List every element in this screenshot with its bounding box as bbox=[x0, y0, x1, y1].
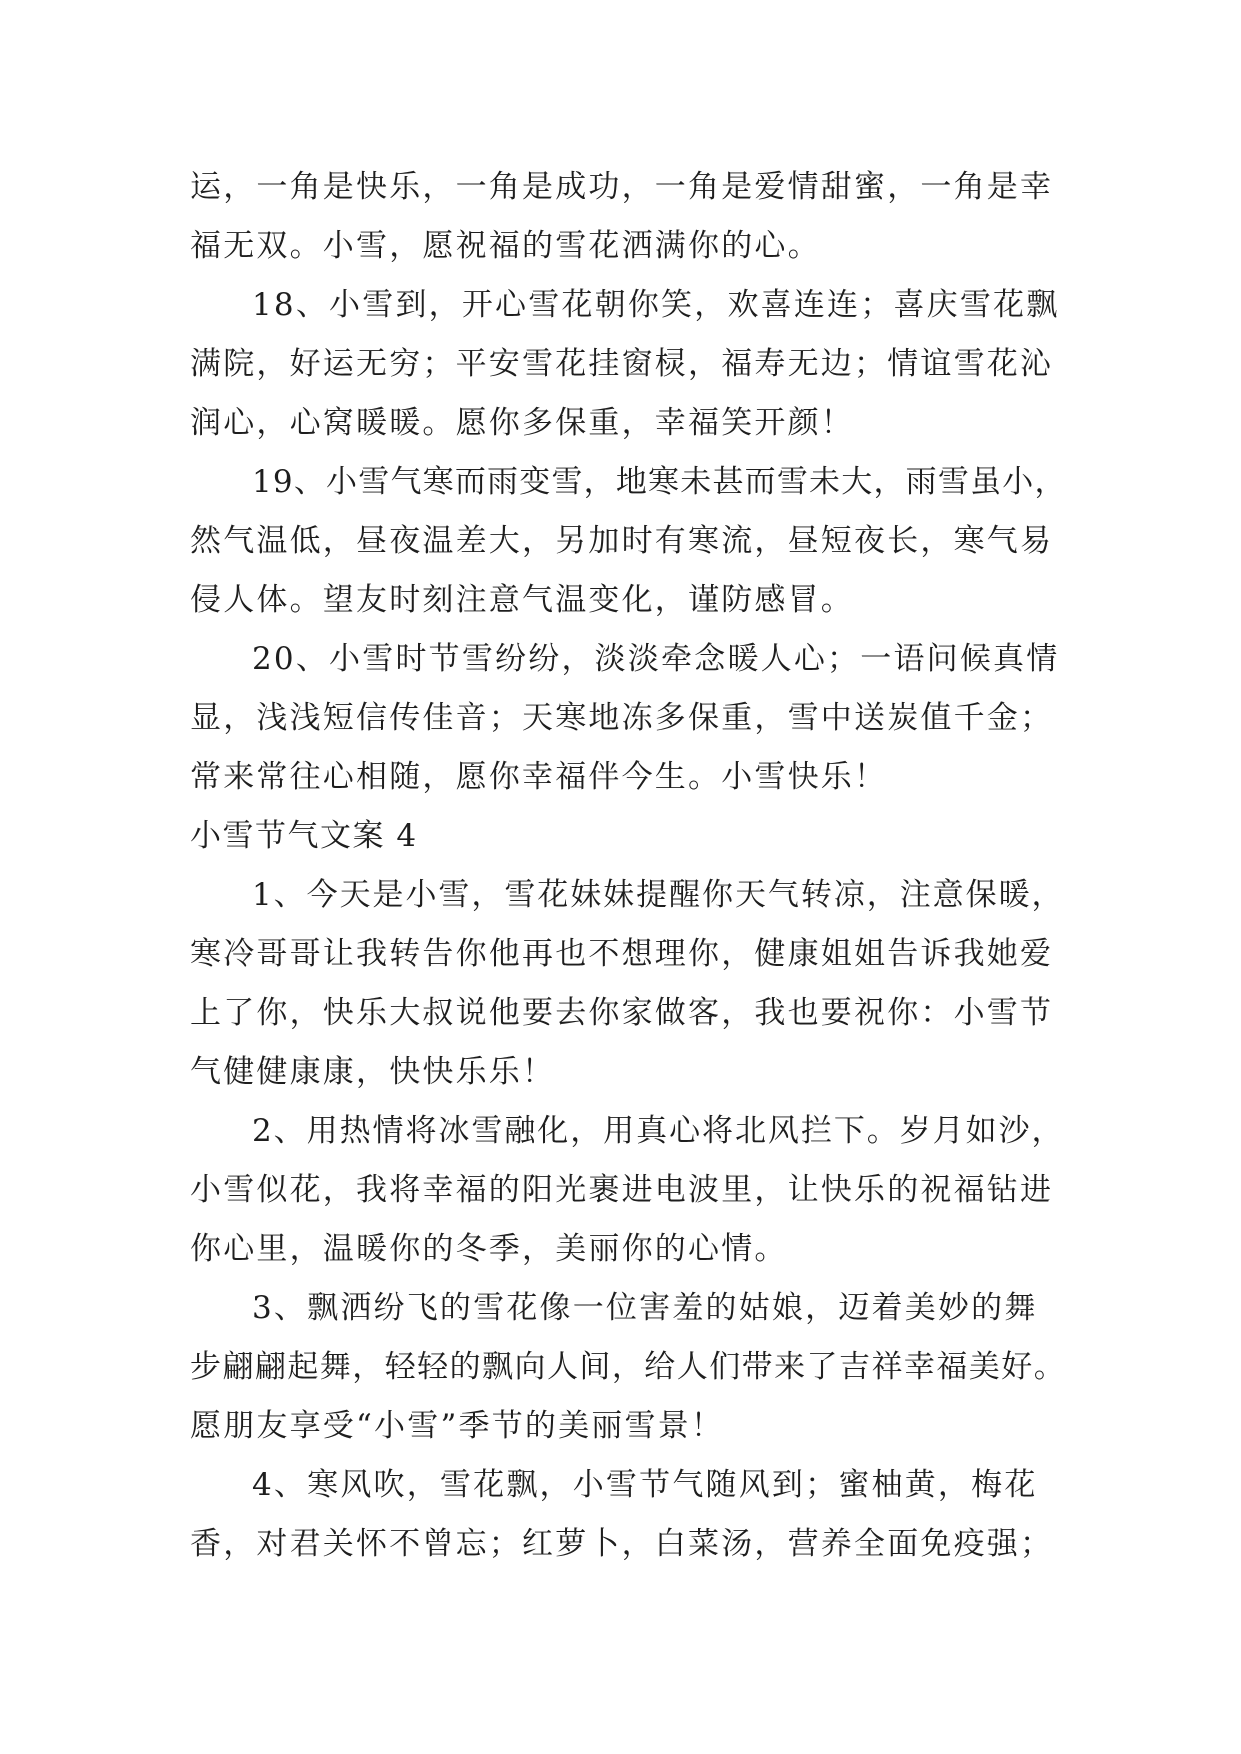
text-line: 香，对君关怀不曾忘；红萝卜，白菜汤，营养全面免疫强； bbox=[190, 1526, 1054, 1562]
text-line: 福无双。小雪，愿祝福的雪花洒满你的心。 bbox=[190, 228, 821, 264]
document-body bbox=[190, 158, 1070, 1574]
text-line: 气健健康康，快快乐乐！ bbox=[190, 1054, 556, 1090]
text-line: 上了你，快乐大叔说他要去你家做客，我也要祝你：小雪节 bbox=[190, 995, 1054, 1031]
text-line: 你心里，温暖你的冬季，美丽你的心情。 bbox=[190, 1231, 788, 1267]
text-line: 寒冷哥哥让我转告你他再也不想理你，健康姐姐告诉我她爱 bbox=[190, 936, 1054, 972]
text-line: 步翩翩起舞，轻轻的飘向人间，给人们带来了吉祥幸福美好。 bbox=[190, 1349, 1067, 1385]
paragraph-start-1: 1、今天是小雪，雪花妹妹提醒你天气转凉，注意保暖， bbox=[252, 877, 1065, 913]
text-line: 然气温低，昼夜温差大，另加时有寒流，昼短夜长，寒气易 bbox=[190, 523, 1054, 559]
paragraph-start-20: 20、小雪时节雪纷纷，淡淡牵念暖人心；一语问候真情 bbox=[252, 641, 1060, 677]
paragraph-start-18: 18、小雪到，开心雪花朝你笑，欢喜连连；喜庆雪花飘 bbox=[252, 287, 1060, 323]
section-heading: 小雪节气文案 4 bbox=[190, 818, 418, 854]
paragraph-start-2: 2、用热情将冰雪融化，用真心将北风拦下。岁月如沙， bbox=[252, 1113, 1065, 1149]
text-line: 小雪似花，我将幸福的阳光裹进电波里，让快乐的祝福钻进 bbox=[190, 1172, 1054, 1208]
text-line: 愿朋友享受“小雪”季节的美丽雪景！ bbox=[190, 1408, 725, 1444]
text-line: 常来常往心相随，愿你幸福伴今生。小雪快乐！ bbox=[190, 759, 888, 795]
text-line: 显，浅浅短信传佳音；天寒地冻多保重，雪中送炭值千金； bbox=[190, 700, 1054, 736]
paragraph-start-19: 19、小雪气寒而雨变雪，地寒未甚而雪未大，雨雪虽小， bbox=[252, 464, 1067, 500]
paragraph-start-3: 3、飘洒纷飞的雪花像一位害羞的姑娘，迈着美妙的舞 bbox=[252, 1290, 1038, 1326]
text-line: 侵人体。望友时刻注意气温变化，谨防感冒。 bbox=[190, 582, 854, 618]
text-line: 运，一角是快乐，一角是成功，一角是爱情甜蜜，一角是幸 bbox=[190, 169, 1054, 205]
text-line: 满院，好运无穷；平安雪花挂窗棂，福寿无边；情谊雪花沁 bbox=[190, 346, 1054, 382]
paragraph-start-4: 4、寒风吹，雪花飘，小雪节气随风到；蜜柚黄，梅花 bbox=[252, 1467, 1038, 1503]
text-line: 润心，心窝暖暖。愿你多保重，幸福笑开颜！ bbox=[190, 405, 854, 441]
